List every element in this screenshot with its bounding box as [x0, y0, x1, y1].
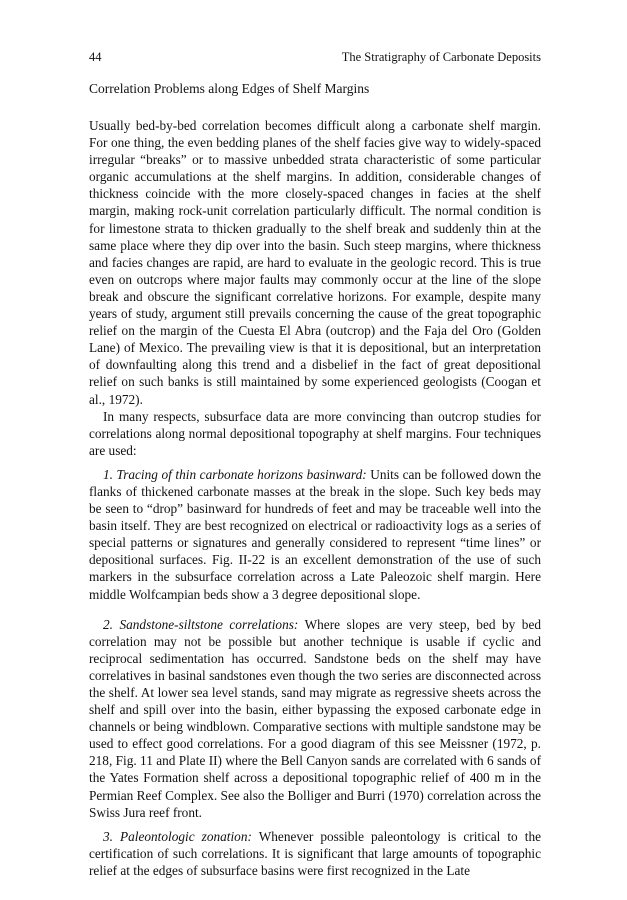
paragraph-shelf-margin-correlation: Usually bed-by-bed correlation becomes difficult along a carbonate shelf margin. For one thing, the even bedding planes of the shelf facies give way to widely-spaced irregular “breaks” or to massive unbedded strata characteristic of some particular organic accumulations at the shelf margins. In addition, considerable changes of thickness coincide with the more closely-spaced changes in facies at the shelf margin, making rock-unit correlation particularly difficult. The normal condition is for limestone strata to thicken gradually to the shelf break and suddenly thin at the same place where they dip over into the basin. Such steep margins, where thickness and facies changes are rapid, are hard to evaluate in the geologic record. This is true even on outcrops where major faults may commonly occur at the line of the slope break and obscure the significant correlative horizons. For example, despite many years of study, argument still prevails concerning the cause of the great topographic relief on the margin of the Cuesta El Abra (outcrop) and the Faja del Oro (Golden Lane) of Mexico. The prevailing view is that it is depositional, but an interpretation of downfaulting along this trend and a disbelief in the fact of great depositional relief on such banks is still maintained by some experienced geologists (Coogan et al., 1972).: [89, 118, 541, 407]
technique-thin-horizons: [89, 466, 541, 603]
technique-thin-horizons-text: Units can be followed down the flanks of thickened carbonate masses at the break in the slope. Such key beds may be seen to “drop” basinward for hundreds of feet and may be traceable well into the basin itself. They are best recognized on electrical or radioactivity logs as a series of special patterns or signatures and generally considered to represent “time lines” or depositional surfaces. Fig. II-22 is an excellent demonstration of the use of such markers in the subsurface correlation across a Late Paleozoic shelf margin. Here middle Wolfcampian beds show a 3 degree depositional slope.: [89, 466, 541, 602]
technique-paleontologic-zonation: [89, 828, 541, 879]
technique-sandstone-siltstone-text: Where slopes are very steep, bed by bed correlation may not be possible but another technique is usable if cyclic and reciprocal sedimentation has occurred. Sandstone beds on the shelf may have correlatives in basinal sandstones even though the two series are disconnected across the shelf. At lower sea level stands, sand may migrate as regressive sheets across the shelf and spill over into the basin, either bypassing the exposed carbonate edge in channels or being windblown. Comparative sections with multiple sandstone may be used to effect good correlations. For a good diagram of this see Meissner (1972, p. 218, Fig. 11 and Plate II) where the Bell Canyon sands are correlated with 6 sands of the Yates Formation shelf across a depositional topographic relief of 400 m in the Permian Reef Complex. See also the Bolliger and Burri (1970) correlation across the Swiss Jura reef front.: [89, 616, 541, 820]
body-text: [89, 117, 541, 879]
paragraph-subsurface-data: [89, 408, 541, 459]
page-number: 44: [89, 50, 102, 64]
section-heading: Correlation Problems along Edges of Shelf Margins: [89, 81, 370, 96]
running-title: The Stratigraphy of Carbonate Deposits: [341, 50, 541, 64]
technique-thin-horizons-heading: 1. Tracing of thin carbonate horizons basinward:: [103, 466, 367, 482]
technique-sandstone-siltstone-heading: 2. Sandstone-siltstone correlations:: [103, 616, 299, 632]
paragraph-subsurface-data-text: In many respects, subsurface data are more convincing than outcrop studies for correlations along normal depositional topography at shelf margins. Four techniques are used:: [89, 408, 541, 458]
technique-paleontologic-zonation-heading: 3. Paleontologic zonation:: [103, 828, 252, 844]
technique-sandstone-siltstone: [89, 616, 541, 821]
technique-paleontologic-zonation-text: Whenever possible paleontology is critical to the certification of such correlations. It is significant that large amounts of topographic relief at the edges of subsurface basins were first recognized in the Late: [89, 828, 541, 878]
